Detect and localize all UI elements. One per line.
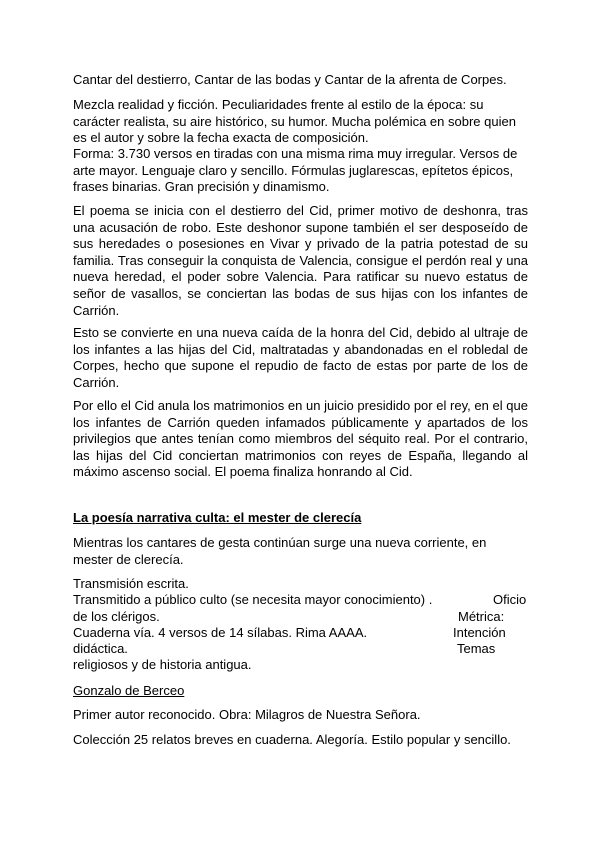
mezcla-line-1: Mezcla realidad y ficción. Peculiaridades frente al estilo de la época: su [73, 97, 484, 112]
feature-oficio: Oficio [493, 592, 527, 607]
intro-paragraph [73, 72, 528, 89]
berceo-primer-line: Primer autor reconocido. Obra: Milagros de Nuestra Señora. [73, 707, 421, 722]
feature-transmitido: Transmitido a público culto (se necesita mayor conocimiento) . [73, 592, 433, 607]
forma-line-3: frases binarias. Gran precisión y dinamismo. [73, 179, 330, 195]
intro-line: Cantar del destierro, Cantar de las bodas y Cantar de la afrenta de Corpes. [73, 72, 507, 87]
feature-transmision-escrita: Transmisión escrita. [73, 576, 189, 591]
feature-clerigos: de los clérigos. [73, 609, 160, 624]
anula-paragraph: Por ello el Cid anula los matrimonios en un juicio presidido por el rey, en el que los infantes de Carrión queden infamados públicamente y apartados de los privilegios que antes tenían como miembros del séquito real. Por el contrario, las hijas del Cid conciertan matrimonios con reyes de España, llegando al máximo ascenso social. El poema finaliza honrando al Cid. [73, 398, 528, 480]
feature-didactica: didáctica. [73, 641, 128, 656]
feature-metrica: Métrica: [458, 609, 505, 624]
mester-intro-line-1: Mientras los cantares de gesta continúan surge una nueva corriente, en [73, 535, 487, 550]
berceo-primer-paragraph [73, 707, 528, 724]
mester-intro-paragraph [73, 535, 528, 568]
poema-paragraph: El poema se inicia con el destierro del Cid, primer motivo de deshonra, tras una acusación de robo. Este deshonor supone también el ser desposeído de sus heredades o posesiones en Vivar y privado de la patria potestad de su familia. Tras conseguir la conquista de Valencia, consigue el perdón real y una nueva heredad, el poder sobre Valencia. Para ratificar su nuevo estatus de señor de vasallos, se conciertan las bodas de sus hijas con los infantes de Carrión. [73, 203, 528, 318]
author-heading: Gonzalo de Berceo [73, 683, 185, 698]
caida-paragraph: Esto se convierte en una nueva caída de la honra del Cid, debido al ultraje de los infantes a las hijas del Cid, maltratadas y abandonadas en el robledal de Corpes, hecho que supone el repudio de facto de estas por parte de los de Carrión. [73, 325, 528, 390]
berceo-heading-block [73, 683, 528, 700]
forma-paragraph [73, 146, 528, 196]
feature-religiosos: religiosos y de historia antigua. [73, 657, 252, 672]
forma-line-2: arte mayor. Lenguaje claro y sencillo. Fórmulas juglarescas, epítetos épicos, [73, 162, 514, 178]
feature-cuaderna: Cuaderna vía. 4 versos de 14 sílabas. Rima AAAA. [73, 625, 368, 640]
mester-heading-block [73, 510, 528, 527]
mezcla-line-3: es el autor y sobre la fecha exacta de composición. [73, 130, 369, 146]
mezcla-paragraph [73, 97, 528, 147]
feature-temas: Temas [457, 641, 496, 656]
section-heading: La poesía narrativa culta: el mester de clerecía [73, 510, 362, 525]
berceo-coleccion-line: Colección 25 relatos breves en cuaderna. Alegoría. Estilo popular y sencillo. [73, 732, 511, 747]
mester-intro-line-2: mester de clerecía. [73, 551, 184, 567]
feature-intencion: Intención [453, 625, 506, 640]
mezcla-line-2: carácter realista, su aire histórico, su humor. Mucha polémica en sobre quien [73, 113, 516, 129]
forma-line-1: Forma: 3.730 versos en tiradas con una misma rima muy irregular. Versos de [73, 146, 518, 161]
berceo-coleccion-paragraph [73, 732, 528, 749]
